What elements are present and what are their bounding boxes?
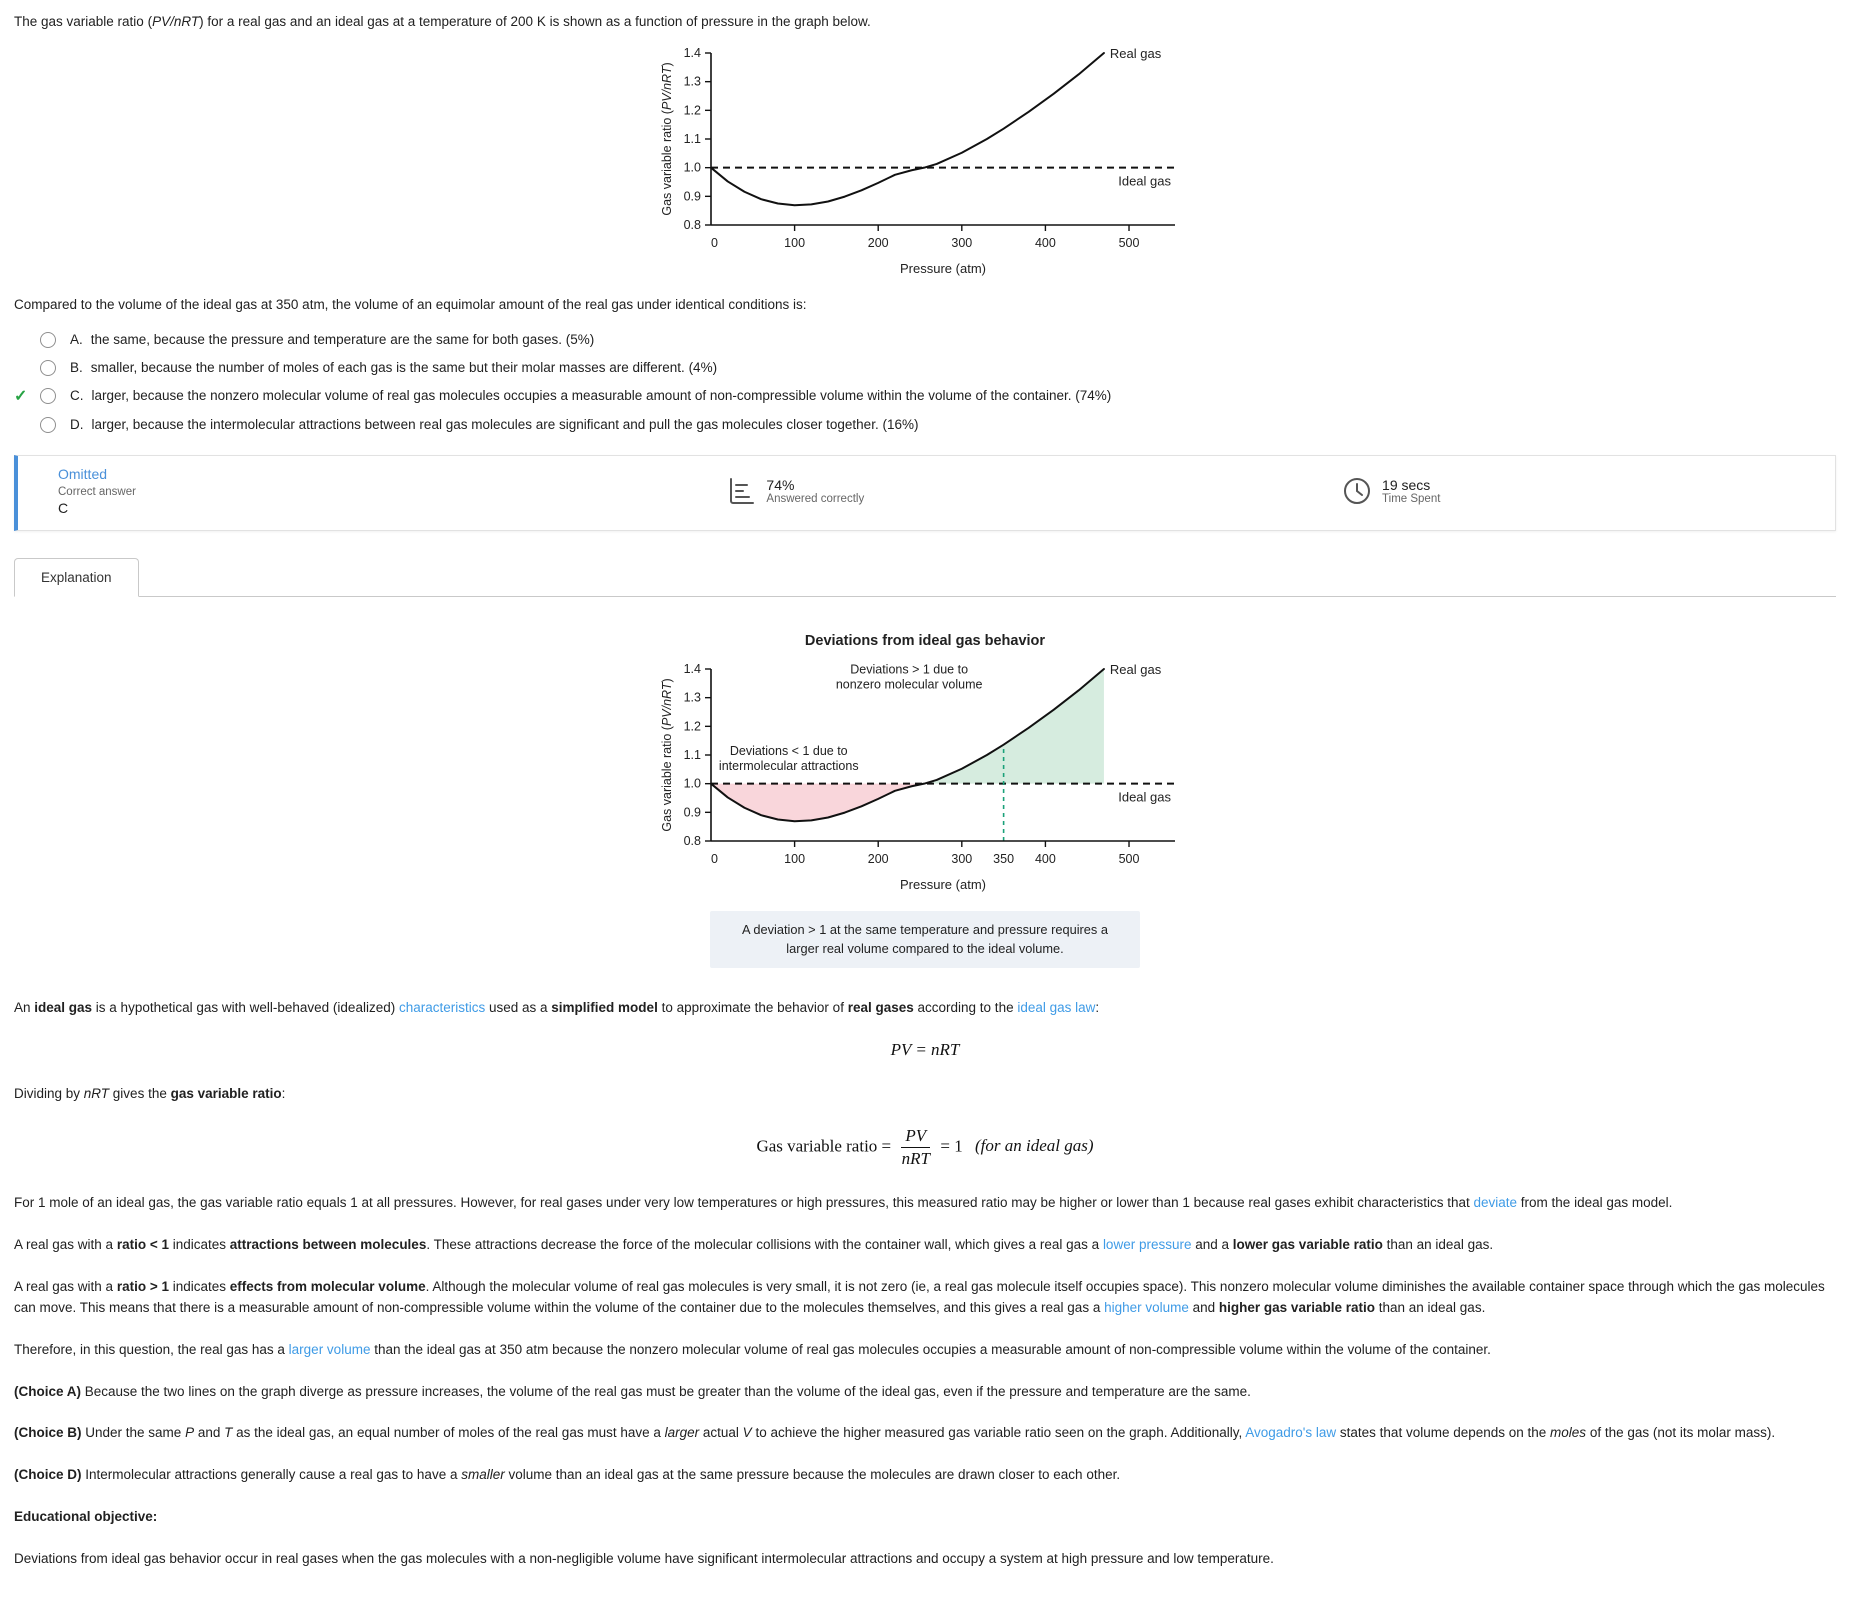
svg-text:0.8: 0.8	[683, 834, 701, 848]
percent-correct: 74%	[766, 477, 795, 493]
bar-chart-icon	[726, 476, 756, 506]
option-letter: D.	[70, 417, 84, 432]
educational-objective-text: Deviations from ideal gas behavior occur in real gases when the gas molecules with a non-negligible volume have significant intermolecular attractions and occupy a system at high pressure and low temperature.	[14, 1551, 1274, 1567]
svg-text:0.9: 0.9	[683, 805, 701, 820]
explanation-paragraph: (Choice A) Because the two lines on the graph diverge as pressure increases, the volume of the real gas must be greater than the volume of the ideal gas, even if the pressure and temperature are the same.	[14, 1383, 1251, 1399]
result-status: Omitted	[58, 466, 108, 482]
svg-text:400: 400	[1034, 852, 1056, 866]
option-letter: C.	[70, 388, 84, 403]
option-radio[interactable]	[40, 332, 56, 348]
svg-text:100: 100	[784, 236, 806, 250]
explanation-paragraph: For 1 mole of an ideal gas, the gas variable ratio equals 1 at all pressures. However, for real gases under very low temperatures or high pressures, this measured ratio may be higher or lower than 1 because real gases exhibit characteristics that deviate from the ideal gas model.	[14, 1194, 1673, 1210]
svg-text:Real gas: Real gas	[1109, 662, 1162, 677]
svg-text:Gas variable ratio (PV/nRT): Gas variable ratio (PV/nRT)	[660, 678, 674, 832]
svg-text:1.2: 1.2	[683, 103, 701, 118]
svg-text:1.3: 1.3	[683, 690, 701, 705]
explanation-paragraph: A real gas with a ratio > 1 indicates effects from molecular volume. Although the molecular volume of real gas molecules is very small, it is not zero (ie, a real gas molecule itself occupies space). This nonzero molecular volume diminishes the available container space through which the gas molecules can move. This means that there is a measurable amount of non-compressible volume within the volume of the container due to the molecules themselves, and this gives a real gas a higher volume and higher gas variable ratio than an ideal gas.	[14, 1278, 1825, 1315]
gas-variable-ratio-formula: Gas variable ratio = $\frac{PV}{\text{nRT}}$ = 1 (for an ideal gas)	[756, 1125, 1094, 1168]
svg-text:0: 0	[711, 852, 718, 866]
explanation-paragraph: An ideal gas is a hypothetical gas with well-behaved (idealized) characteristics used as a simplified model to approximate the behavior of real gases according to the ideal gas law:	[14, 1000, 1100, 1016]
time-spent-label: Time Spent	[1382, 493, 1441, 505]
svg-text:1.4: 1.4	[683, 662, 701, 676]
correct-answer-label: Correct answer	[58, 486, 136, 498]
deviations-chart	[655, 655, 1195, 897]
answer-options	[14, 326, 1836, 439]
svg-text:1.2: 1.2	[683, 719, 701, 734]
option-radio[interactable]	[40, 360, 56, 376]
chart-caption: A deviation > 1 at the same temperature and pressure requires a larger real volume compared to the ideal volume.	[710, 911, 1140, 968]
question-chart	[645, 39, 1205, 281]
explanation-section	[14, 633, 1836, 1570]
tab-explanation[interactable]: Explanation	[14, 558, 139, 597]
svg-text:1.4: 1.4	[683, 46, 701, 60]
explanation-paragraph: A real gas with a ratio < 1 indicates attractions between molecules. These attractions decrease the force of the molecular collisions with the container wall, which gives a real gas a lower pressure and a lower gas variable ratio than an ideal gas.	[14, 1236, 1494, 1252]
correct-check-icon: ✓	[14, 388, 28, 405]
svg-text:Ideal gas: Ideal gas	[1118, 173, 1171, 189]
question-intro: The gas variable ratio (PV/nRT) for a real gas and an ideal gas at a temperature of 200 K is shown as a function of pressure in the graph below.	[14, 14, 871, 29]
inline-link[interactable]: ideal gas law	[1017, 1000, 1096, 1016]
explanation-paragraph: (Choice B) Under the same P and T as the ideal gas, an equal number of moles of the real gas must have a larger actual V to achieve the higher measured gas variable ratio seen on the graph. Additionally, Avogadro's law states that volume depends on the moles of the gas (not its molar mass).	[14, 1425, 1776, 1441]
explanation-chart	[645, 633, 1205, 968]
inline-link[interactable]: characteristics	[398, 1000, 486, 1016]
option-text: the same, because the pressure and temperature are the same for both gases. (5%)	[90, 332, 595, 347]
option-text: smaller, because the number of moles of each gas is the same but their molar masses are different. (4%)	[90, 360, 718, 375]
option-radio[interactable]	[40, 388, 56, 404]
svg-text:Ideal gas: Ideal gas	[1118, 789, 1171, 805]
svg-text:1.3: 1.3	[683, 74, 701, 89]
svg-text:1.0: 1.0	[683, 776, 701, 791]
svg-text:0.8: 0.8	[683, 218, 701, 232]
svg-text:350: 350	[993, 852, 1015, 866]
inline-link[interactable]: larger volume	[288, 1341, 371, 1357]
explanation-paragraph: (Choice D) Intermolecular attractions generally cause a real gas to have a smaller volume than an ideal gas at the same pressure because the molecules are drawn closer to each other.	[14, 1467, 1121, 1483]
gas-ratio-chart	[655, 39, 1195, 281]
svg-text:1.1: 1.1	[683, 132, 701, 146]
svg-text:Pressure (atm): Pressure (atm)	[900, 261, 986, 276]
svg-text:0: 0	[711, 236, 718, 250]
result-stats-bar	[14, 455, 1836, 531]
svg-text:1.0: 1.0	[683, 160, 701, 175]
svg-text:Deviations > 1 due tononzero m: Deviations > 1 due to nonzero molecular volume	[835, 662, 983, 692]
question-prompt: Compared to the volume of the ideal gas at 350 atm, the volume of an equimolar amount of the real gas under identical conditions is:	[14, 297, 807, 312]
answer-option-c[interactable]	[14, 382, 1836, 411]
explanation-paragraph: Therefore, in this question, the real gas has a larger volume than the ideal gas at 350 atm because the nonzero molecular volume of real gas molecules occupies a measurable amount of non-compressible volume within the volume of the container.	[14, 1341, 1491, 1357]
svg-text:400: 400	[1034, 236, 1056, 250]
option-letter: A.	[70, 332, 83, 347]
svg-text:500: 500	[1118, 236, 1140, 250]
option-radio[interactable]	[40, 417, 56, 433]
svg-text:100: 100	[784, 852, 806, 866]
inline-link[interactable]: Avogadro's law	[1245, 1425, 1337, 1441]
svg-text:Deviations < 1 due tointermole: Deviations < 1 due to intermolecular attractions	[718, 744, 859, 773]
time-spent-value: 19 secs	[1382, 477, 1431, 493]
inline-link[interactable]: deviate	[1473, 1194, 1518, 1210]
svg-text:300: 300	[951, 852, 973, 866]
answer-option-a[interactable]	[14, 326, 1836, 354]
inline-link[interactable]: lower pressure	[1102, 1236, 1192, 1252]
svg-text:0.9: 0.9	[683, 189, 701, 204]
clock-icon	[1342, 476, 1372, 506]
tab-strip	[14, 557, 1836, 597]
svg-text:Gas variable ratio (PV/nRT): Gas variable ratio (PV/nRT)	[660, 62, 674, 216]
explanation-paragraphs	[14, 1193, 1836, 1486]
inline-link[interactable]: higher volume	[1104, 1299, 1189, 1315]
svg-text:200: 200	[867, 236, 889, 250]
svg-text:500: 500	[1118, 852, 1140, 866]
svg-text:Real gas: Real gas	[1109, 46, 1162, 61]
explanation-chart-title: Deviations from ideal gas behavior	[804, 633, 1046, 649]
svg-text:1.1: 1.1	[683, 748, 701, 762]
percent-correct-label: Answered correctly	[766, 493, 865, 505]
svg-text:300: 300	[951, 236, 973, 250]
svg-text:Pressure (atm): Pressure (atm)	[900, 877, 986, 892]
option-text: larger, because the nonzero molecular volume of real gas molecules occupies a measurable amount of non-compressible volume within the volume of the container. (74%)	[91, 388, 1112, 403]
correct-answer-value: C	[58, 500, 69, 516]
explanation-paragraph: Dividing by nRT gives the gas variable ratio:	[14, 1086, 286, 1102]
ideal-gas-law-formula: PV = nRT	[890, 1040, 960, 1060]
svg-text:200: 200	[867, 852, 889, 866]
educational-objective-heading: Educational objective:	[14, 1509, 158, 1525]
answer-option-b[interactable]	[14, 354, 1836, 382]
option-letter: B.	[70, 360, 83, 375]
option-text: larger, because the intermolecular attractions between real gas molecules are significant and pull the gas molecules closer together. (16%)	[91, 417, 919, 432]
answer-option-d[interactable]	[14, 411, 1836, 439]
